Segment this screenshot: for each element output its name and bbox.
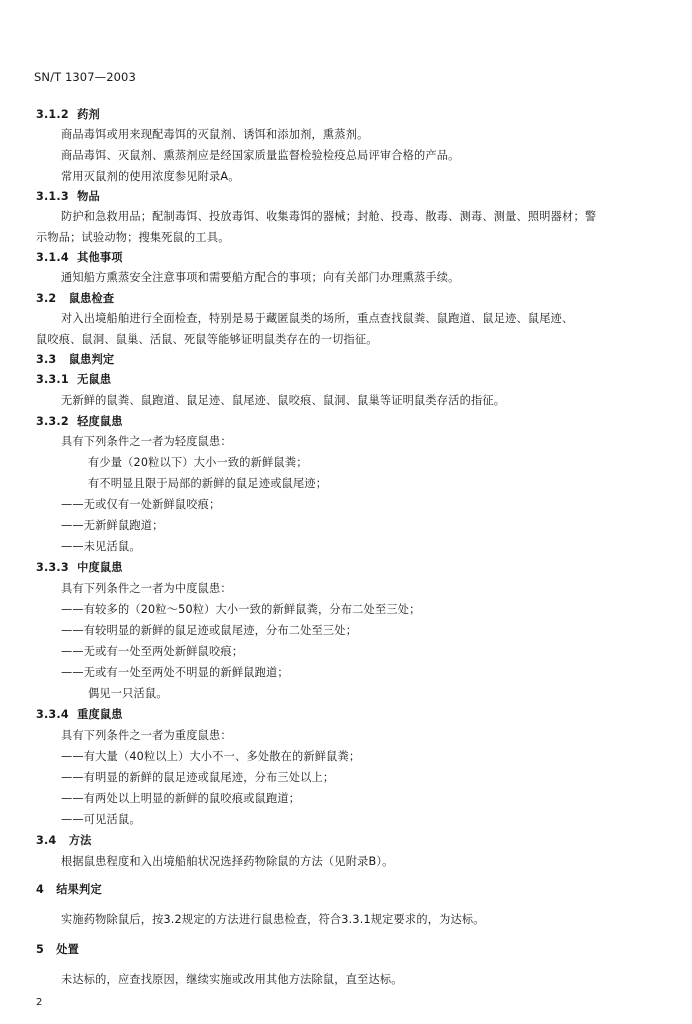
list-item: ——未见活鼠。 (61, 540, 141, 553)
list-item: 有少量（20粒以下）大小一致的新鲜鼠粪； (88, 456, 308, 469)
list-item: ——无新鲜鼠跑道； (61, 519, 164, 532)
list-item: ——无或有一处至两处新鲜鼠咬痕； (61, 645, 244, 658)
list-item: 偶见一只活鼠。 (88, 687, 168, 700)
section-title: 结果判定 (56, 883, 102, 896)
section-heading-3-3 (36, 353, 114, 367)
standard-number-header: SN/T 1307—2003 (34, 70, 136, 84)
section-heading-4 (36, 883, 102, 897)
list-item: ——有明显的新鲜的鼠足迹或鼠尾迹，分布三处以上； (61, 771, 335, 784)
section-number: 3.3.3 (36, 561, 69, 574)
section-title: 鼠患判定 (68, 353, 115, 366)
paragraph-line: 示物品；试验动物；搜集死鼠的工具。 (36, 231, 230, 244)
section-title: 中度鼠患 (77, 561, 123, 574)
section-heading-3-2 (36, 292, 114, 306)
list-item: ——可见活鼠。 (61, 813, 141, 826)
section-heading-3-1-4 (36, 251, 123, 265)
section-heading-3-3-3 (36, 561, 123, 575)
section-number: 3.3.2 (36, 415, 69, 428)
section-title: 物品 (77, 190, 100, 203)
section-heading-3-1-3 (36, 190, 100, 204)
section-title: 药剂 (77, 108, 100, 121)
paragraph-line: 商品毒饵或用来现配毒饵的灭鼠剂、诱饵和添加剂，熏蒸剂。 (61, 128, 369, 141)
paragraph-line: 无新鲜的鼠粪、鼠跑道、鼠足迹、鼠尾迹、鼠咬痕、鼠洞、鼠巢等证明鼠类存活的指征。 (61, 394, 506, 407)
list-item: ——无或有一处至两处不明显的新鲜鼠跑道； (61, 666, 289, 679)
section-heading-3-1-2 (36, 108, 100, 122)
section-number: 3.3.4 (36, 708, 69, 721)
section-title: 鼠患检查 (68, 292, 115, 305)
page-number: 2 (36, 997, 43, 1008)
paragraph-line: 具有下列条件之一者为中度鼠患： (61, 582, 232, 595)
section-number: 3.1.4 (36, 251, 69, 264)
list-item: ——有较多的（20粒～50粒）大小一致的新鲜鼠粪，分布二处至三处； (61, 603, 421, 616)
section-number: 3.4 (36, 834, 57, 847)
section-heading-5 (36, 943, 79, 957)
paragraph-line: 实施药物除鼠后，按3.2规定的方法进行鼠患检查，符合3.3.1规定要求的，为达标。 (61, 913, 485, 926)
section-number: 3.3.1 (36, 373, 69, 386)
section-title: 轻度鼠患 (77, 415, 123, 428)
list-item: ——有大量（40粒以上）大小不一、多处散在的新鲜鼠粪； (61, 750, 361, 763)
section-number: 5 (36, 943, 44, 956)
paragraph-line: 具有下列条件之一者为轻度鼠患： (61, 435, 232, 448)
list-item: 有不明显且限于局部的新鲜的鼠足迹或鼠尾迹； (88, 477, 328, 490)
paragraph-line: 常用灭鼠剂的使用浓度参见附录A。 (61, 170, 240, 183)
section-number: 4 (36, 883, 44, 896)
paragraph-line: 对入出境船舶进行全面检查，特别是易于藏匿鼠类的场所，重点查找鼠粪、鼠跑道、鼠足迹、鼠尾迹、 (61, 312, 574, 325)
list-item: ——有两处以上明显的新鲜的鼠咬痕或鼠跑道； (61, 792, 301, 805)
list-item: ——有较明显的新鲜的鼠足迹或鼠尾迹，分布二处至三处； (61, 624, 358, 637)
list-item: ——无或仅有一处新鲜鼠咬痕； (61, 498, 221, 511)
section-heading-3-3-2 (36, 415, 123, 429)
section-heading-3-3-4 (36, 708, 123, 722)
paragraph-line: 具有下列条件之一者为重度鼠患： (61, 729, 232, 742)
section-number: 3.2 (36, 292, 57, 305)
paragraph-line: 防护和急救用品；配制毒饵、投放毒饵、收集毒饵的器械；封舱、投毒、散毒、测毒、测量、照明器材；警 (61, 210, 597, 223)
section-heading-3-3-1 (36, 373, 111, 387)
paragraph-line: 未达标的，应查找原因，继续实施或改用其他方法除鼠，直至达标。 (61, 973, 403, 986)
paragraph-line: 通知船方熏蒸安全注意事项和需要船方配合的事项；向有关部门办理熏蒸手续。 (61, 271, 460, 284)
section-title: 无鼠患 (77, 373, 112, 386)
paragraph-line: 根据鼠患程度和入出境船舶状况选择药物除鼠的方法（见附录B）。 (61, 855, 394, 868)
section-number: 3.1.2 (36, 108, 69, 121)
paragraph-line: 商品毒饵、灭鼠剂、熏蒸剂应是经国家质量监督检验检疫总局评审合格的产品。 (61, 149, 460, 162)
section-heading-3-4 (36, 834, 92, 848)
section-number: 3.1.3 (36, 190, 69, 203)
section-title: 重度鼠患 (77, 708, 123, 721)
paragraph-line: 鼠咬痕、鼠洞、鼠巢、活鼠、死鼠等能够证明鼠类存在的一切指征。 (36, 333, 378, 346)
section-title: 其他事项 (77, 251, 123, 264)
section-title: 处置 (56, 943, 80, 956)
section-number: 3.3 (36, 353, 57, 366)
section-title: 方法 (68, 834, 92, 847)
